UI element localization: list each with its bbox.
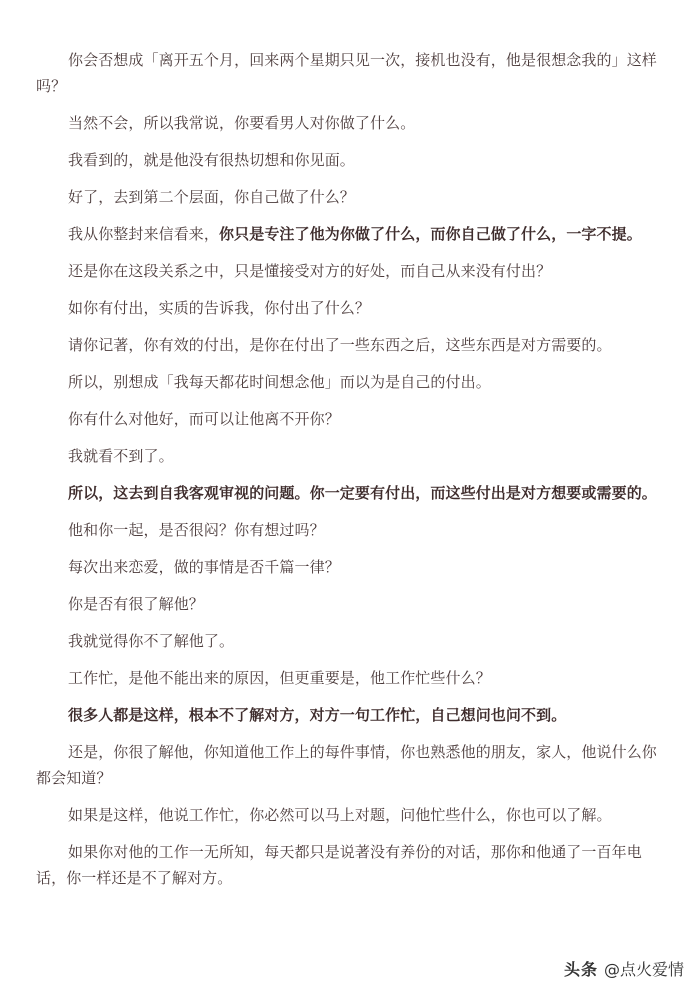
paragraph bbox=[36, 443, 666, 469]
article-body bbox=[36, 47, 666, 902]
text-segment: 还是，你很了解他，你知道他工作上的每件事情，你也熟悉他的朋友，家人，他说什么你都会知道？ bbox=[36, 743, 657, 787]
text-segment: 如果你对他的工作一无所知，每天都只是说著没有养份的对话，那你和他通了一百年电话，你一样还是不了解对方。 bbox=[36, 843, 642, 887]
text-segment: 我就看不到了。 bbox=[68, 447, 174, 465]
text-segment: 我从你整封来信看来， bbox=[68, 225, 220, 243]
source-watermark bbox=[564, 957, 684, 980]
text-segment: 请你记著，你有效的付出，是你在付出了一些东西之后，这些东西是对方需要的。 bbox=[68, 336, 612, 354]
paragraph bbox=[36, 406, 666, 432]
paragraph bbox=[36, 628, 666, 654]
paragraph bbox=[36, 258, 666, 284]
paragraph bbox=[36, 184, 666, 210]
watermark-brand: 头条 bbox=[563, 960, 598, 979]
paragraph bbox=[36, 591, 666, 617]
text-segment: 你会否想成「离开五个月，回来两个星期只见一次，接机也没有，他是很想念我的」这样吗？ bbox=[36, 51, 657, 95]
paragraph bbox=[36, 221, 666, 247]
paragraph bbox=[36, 110, 666, 136]
text-segment: 你有什么对他好，而可以让他离不开你？ bbox=[68, 410, 340, 428]
watermark-account: @点火爱情 bbox=[603, 960, 684, 979]
paragraph bbox=[36, 332, 666, 358]
text-segment: 我看到的，就是他没有很热切想和你见面。 bbox=[68, 151, 355, 169]
text-segment: 你是否有很了解他？ bbox=[68, 595, 204, 613]
paragraph bbox=[36, 739, 666, 791]
paragraph bbox=[36, 295, 666, 321]
paragraph bbox=[36, 147, 666, 173]
bold-text-segment: 所以，这去到自我客观审视的问题。你一定要有付出，而这些付出是对方想要或需要的。 bbox=[68, 484, 657, 502]
paragraph bbox=[36, 839, 666, 891]
text-segment: 我就觉得你不了解他了。 bbox=[68, 632, 235, 650]
bold-text-segment: 你只是专注了他为你做了什么，而你自己做了什么，一字不提。 bbox=[219, 225, 642, 243]
paragraph bbox=[36, 702, 666, 728]
paragraph bbox=[36, 480, 666, 506]
text-segment: 他和你一起，是否很闷？你有想过吗？ bbox=[68, 521, 325, 539]
paragraph bbox=[36, 665, 666, 691]
paragraph bbox=[36, 517, 666, 543]
text-segment: 工作忙，是他不能出来的原因，但更重要是，他工作忙些什么？ bbox=[68, 669, 491, 687]
paragraph bbox=[36, 554, 666, 580]
paragraph bbox=[36, 47, 666, 99]
text-segment: 当然不会，所以我常说，你要看男人对你做了什么。 bbox=[68, 114, 416, 132]
text-segment: 还是你在这段关系之中，只是懂接受对方的好处，而自己从来没有付出？ bbox=[68, 262, 552, 280]
text-segment: 如你有付出，实质的告诉我，你付出了什么？ bbox=[68, 299, 371, 317]
text-segment: 每次出来恋爱，做的事情是否千篇一律？ bbox=[68, 558, 340, 576]
bold-text-segment: 很多人都是这样，根本不了解对方，对方一句工作忙，自己想问也问不到。 bbox=[68, 706, 567, 724]
paragraph bbox=[36, 802, 666, 828]
paragraph bbox=[36, 369, 666, 395]
text-segment: 所以，别想成「我每天都花时间想念他」而以为是自己的付出。 bbox=[68, 373, 491, 391]
text-segment: 好了，去到第二个层面，你自己做了什么？ bbox=[68, 188, 355, 206]
text-segment: 如果是这样，他说工作忙，你必然可以马上对题，问他忙些什么，你也可以了解。 bbox=[68, 806, 612, 824]
